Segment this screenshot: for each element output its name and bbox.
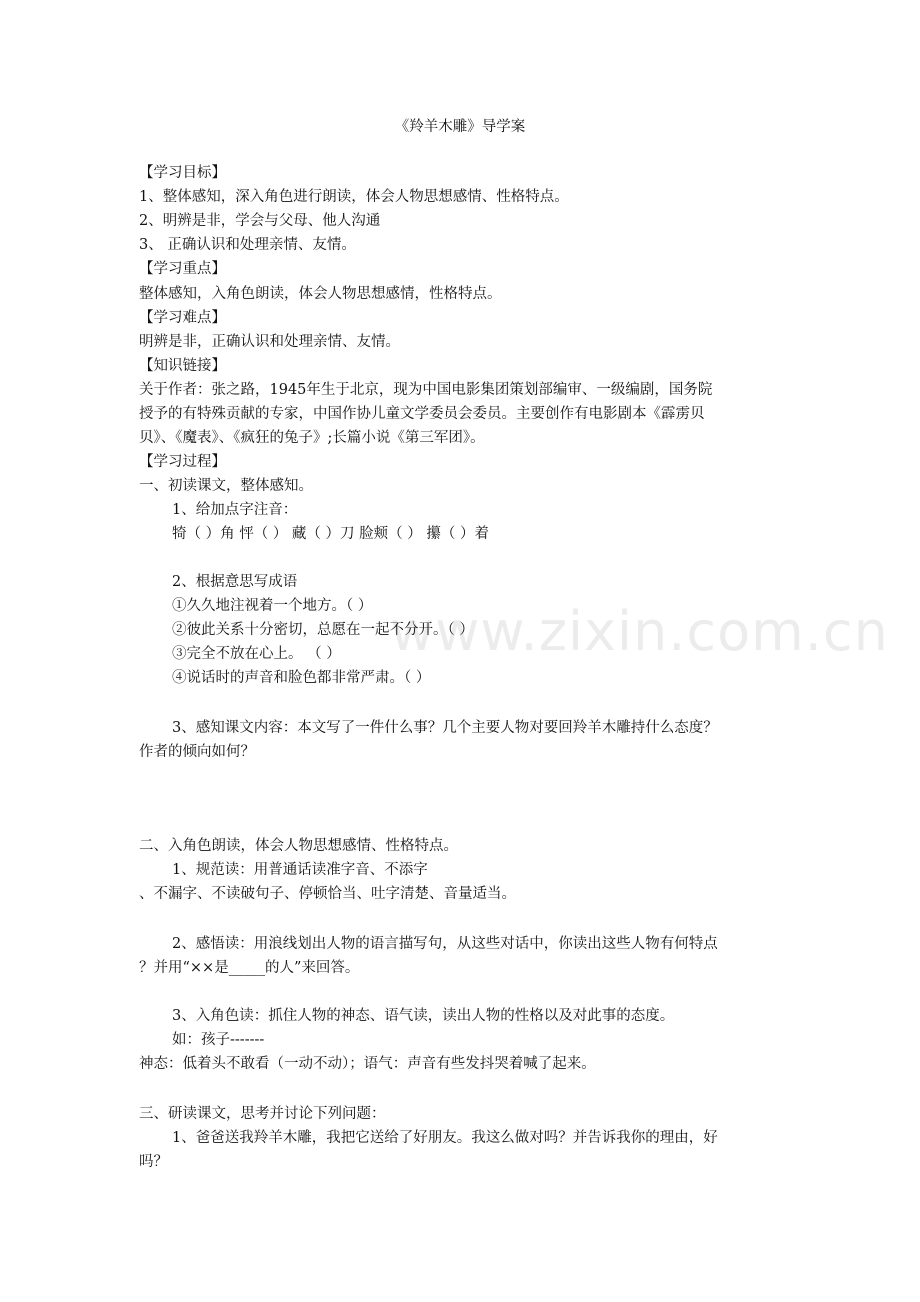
part-2-example-detail: 神态：低着头不敢看（一动不动）；语气：声音有些发抖哭着喊了起来。	[139, 1056, 596, 1072]
document-title: 《羚羊木雕》导学案	[394, 119, 526, 135]
part-1-question-2: 2、根据意思写成语	[172, 574, 298, 590]
goals-heading: 【学习目标】	[139, 165, 226, 181]
process-heading: 【学习过程】	[139, 454, 226, 470]
part-1-heading: 一、初读课文，整体感知。	[139, 478, 313, 494]
part-1-question-1-items: 犄（ ）角 怦（ ） 藏（ ）刀 脸颊（ ） 攥（ ）着	[172, 526, 489, 542]
watermark: www.zixin.com.cn	[390, 600, 889, 663]
idiom-item-2: ②彼此关系十分密切，总愿在一起不分开。（ ）	[172, 622, 474, 638]
difficulty-text: 明辨是非，正确认识和处理亲情、友情。	[139, 334, 400, 350]
part-1-question-3: 3、感知课文内容：本文写了一件什么事？几个主要人物对要回羚羊木雕持什么态度？	[172, 720, 718, 736]
knowledge-link-heading: 【知识链接】	[139, 358, 226, 374]
part-3-question-1-cont: 吗？	[139, 1154, 168, 1170]
part-2-question-3: 3、入角色读：抓住人物的神态、语气读，读出人物的性格以及对此事的态度。	[172, 1008, 675, 1024]
idiom-item-4: ④说话时的声音和脸色都非常严肃。（ ）	[172, 670, 431, 686]
focus-text: 整体感知，入角色朗读，体会人物思想感情，性格特点。	[139, 286, 502, 302]
author-line-2: 授予的有特殊贡献的专家，中国作协儿童文学委员会委员。主要创作有电影剧本《霹雳贝	[139, 406, 705, 422]
part-2-question-1: 1、规范读：用普通话读准字音、不添字	[172, 862, 428, 878]
part-2-question-1-cont: 、不漏字、不读破句子、停顿恰当、吐字清楚、音量适当。	[139, 886, 516, 902]
part-2-example: 如：孩子-------	[172, 1032, 265, 1048]
idiom-item-1: ①久久地注视着一个地方。（ ）	[172, 598, 373, 614]
goal-1: 1、整体感知，深入角色进行朗读，体会人物思想感情、性格特点。	[139, 189, 569, 205]
part-3-heading: 三、研读课文，思考并讨论下列问题：	[139, 1106, 386, 1122]
part-1-question-3-cont: 作者的倾向如何？	[139, 744, 255, 760]
goal-2: 2、明辨是非，学会与父母、他人沟通	[139, 213, 381, 229]
part-3-question-1: 1、爸爸送我羚羊木雕，我把它送给了好朋友。我这么做对吗？并告诉我你的理由，好	[172, 1130, 718, 1146]
part-2-question-2-cont: ？并用“××是_____的人”来回答。	[139, 960, 360, 976]
goal-3: 3、 正确认识和处理亲情、友情。	[139, 237, 356, 253]
idiom-item-3: ③完全不放在心上。 （ ）	[172, 646, 341, 662]
part-2-heading: 二、入角色朗读，体会人物思想感情、性格特点。	[139, 838, 458, 854]
focus-heading: 【学习重点】	[139, 261, 226, 277]
part-1-question-1: 1、给加点字注音：	[172, 502, 298, 518]
author-line-1: 关于作者：张之路，1945年生于北京，现为中国电影集团策划部编审、一级编剧，国务院	[139, 382, 713, 398]
difficulty-heading: 【学习难点】	[139, 310, 226, 326]
part-2-question-2: 2、感悟读：用浪线划出人物的语言描写句，从这些对话中，你读出这些人物有何特点	[172, 936, 718, 952]
author-line-3: 贝》、《魔表》、《疯狂的兔子》;长篇小说《第三军团》。	[139, 430, 485, 446]
